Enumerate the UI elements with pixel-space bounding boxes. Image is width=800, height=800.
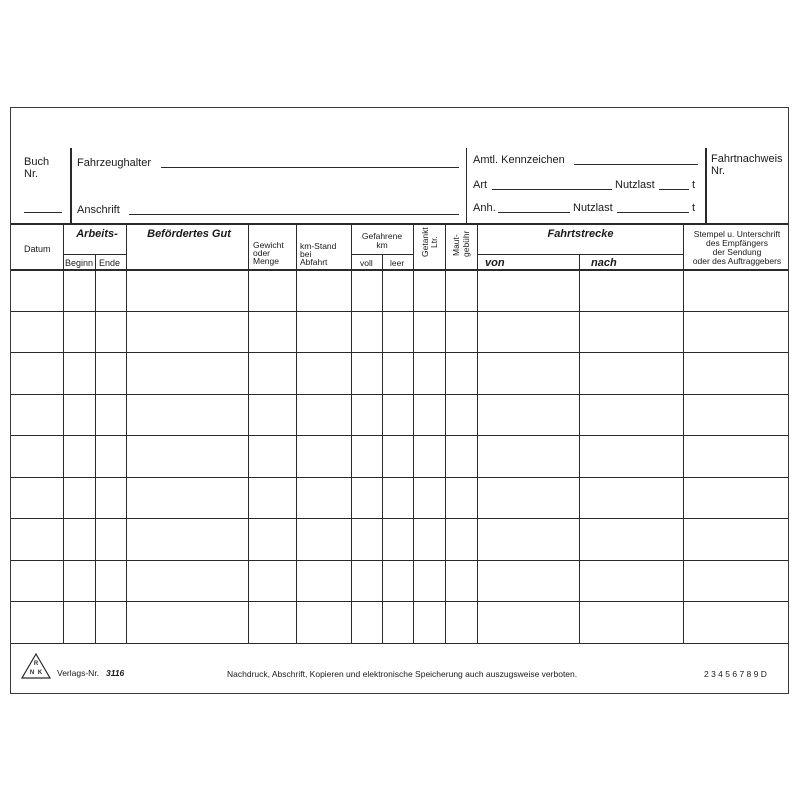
col-nach: nach bbox=[591, 257, 617, 269]
row-divider bbox=[11, 601, 788, 602]
buch-nr-field[interactable] bbox=[24, 212, 62, 213]
form-sheet bbox=[10, 107, 789, 694]
col-gefahrene-km: km bbox=[376, 240, 388, 250]
col-voll: voll bbox=[360, 258, 373, 268]
row-divider bbox=[11, 518, 788, 519]
fahrtstrecke-subdivider bbox=[477, 254, 683, 255]
header-separator bbox=[11, 223, 788, 225]
table-row[interactable] bbox=[11, 477, 788, 519]
table-row[interactable] bbox=[11, 352, 788, 394]
row-divider bbox=[11, 560, 788, 561]
table-row[interactable] bbox=[11, 435, 788, 477]
col-kmstand: km-Stand bbox=[300, 241, 337, 251]
nutzlast-field[interactable] bbox=[659, 189, 689, 190]
row-divider bbox=[11, 311, 788, 312]
col-ltr: Ltr. bbox=[429, 236, 439, 248]
svg-text:R: R bbox=[33, 661, 39, 667]
art-label: Art bbox=[473, 179, 488, 191]
kennzeichen-label: Amtl. Kennzeichen bbox=[473, 154, 565, 166]
anh-nutzlast-label: Nutzlast bbox=[573, 202, 613, 214]
anschrift-field[interactable] bbox=[129, 214, 459, 215]
buch-label: Buch bbox=[24, 156, 50, 168]
col-stempel-4: oder des Auftraggebers bbox=[692, 256, 782, 266]
fahrtnachweis-nr-label: Nr. bbox=[711, 165, 726, 177]
row-divider bbox=[11, 477, 788, 478]
col-ende: Ende bbox=[99, 258, 121, 268]
verlag-number: 3116 bbox=[106, 668, 125, 678]
col-stempel: Stempel u. Unterschrift bbox=[693, 229, 781, 239]
header-divider bbox=[705, 148, 707, 224]
col-gewicht: Gewicht bbox=[253, 240, 284, 250]
anschrift-label: Anschrift bbox=[77, 204, 120, 216]
col-von: von bbox=[485, 257, 505, 269]
anh-nutzlast-unit: t bbox=[692, 202, 696, 214]
col-maut: Maut- bbox=[451, 234, 461, 256]
fahrzeughalter-label: Fahrzeughalter bbox=[77, 157, 151, 169]
col-kmstand-abfahrt: Abfahrt bbox=[300, 257, 328, 267]
col-gut: Befördertes Gut bbox=[147, 228, 231, 240]
col-gewicht-oder: oder bbox=[253, 248, 271, 258]
fahrtnachweis-label: Fahrtnachweis bbox=[711, 153, 783, 165]
copyright-notice: Nachdruck, Abschrift, Kopieren und elektronische Speicherung auch auszugsweise verboten. bbox=[227, 669, 578, 679]
verlag-label: Verlags-Nr. bbox=[57, 668, 100, 678]
anh-label: Anh. bbox=[473, 202, 496, 214]
buch-nr-label: Nr. bbox=[24, 168, 39, 180]
rnk-logo bbox=[21, 653, 51, 679]
col-stempel-3: der Sendung bbox=[712, 247, 762, 257]
col-kmstand-bei: bei bbox=[300, 249, 312, 259]
table-row[interactable] bbox=[11, 518, 788, 560]
col-fahrtstrecke: Fahrtstrecke bbox=[547, 228, 614, 240]
anh-field[interactable] bbox=[498, 212, 570, 213]
col-gefahrene: Gefahrene bbox=[361, 231, 403, 241]
col-leer: leer bbox=[390, 258, 405, 268]
table-row[interactable] bbox=[11, 560, 788, 602]
table-row[interactable] bbox=[11, 311, 788, 353]
table-row[interactable] bbox=[11, 269, 788, 311]
col-getankt: Getankt bbox=[420, 227, 430, 257]
header-divider bbox=[466, 148, 467, 224]
col-datum: Datum bbox=[24, 244, 51, 254]
anh-nutzlast-field[interactable] bbox=[617, 212, 689, 213]
fahrzeughalter-field[interactable] bbox=[161, 167, 459, 168]
kennzeichen-field[interactable] bbox=[574, 164, 698, 165]
table-row[interactable] bbox=[11, 394, 788, 436]
table-bottom-line bbox=[11, 643, 788, 644]
row-divider bbox=[11, 352, 788, 353]
art-field[interactable] bbox=[492, 189, 612, 190]
col-gebuehr: gebühr bbox=[461, 230, 471, 257]
svg-text:N: N bbox=[29, 670, 35, 676]
nutzlast-label: Nutzlast bbox=[615, 179, 655, 191]
col-gewicht-menge: Menge bbox=[253, 256, 279, 266]
table-row[interactable] bbox=[11, 601, 788, 643]
row-divider bbox=[11, 435, 788, 436]
svg-text:K: K bbox=[37, 670, 43, 676]
form-code: 2 3 4 5 6 7 8 9 D bbox=[704, 669, 767, 679]
nutzlast-unit: t bbox=[692, 179, 696, 191]
col-beginn: Beginn bbox=[65, 258, 94, 268]
col-arbeits: Arbeits- bbox=[76, 228, 118, 240]
header-divider bbox=[70, 148, 72, 224]
row-divider bbox=[11, 394, 788, 395]
col-stempel-2: des Empfängers bbox=[706, 238, 768, 248]
